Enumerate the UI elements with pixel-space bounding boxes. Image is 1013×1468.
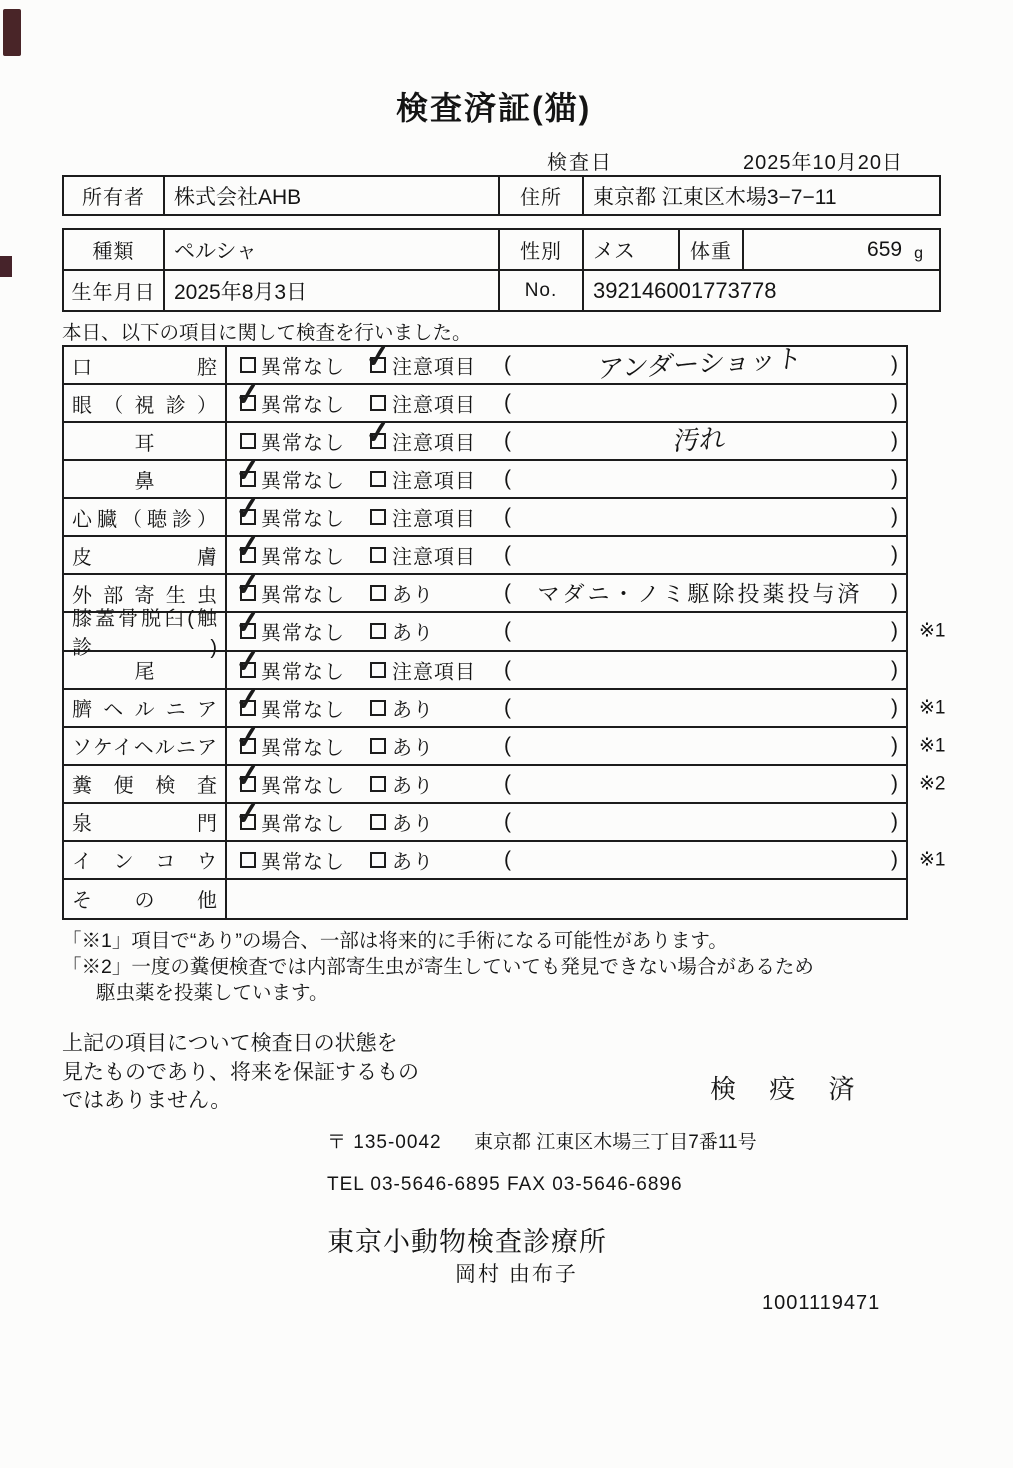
checkbox-unchecked <box>240 852 256 868</box>
checkmark: ✓ <box>233 566 263 604</box>
checkbox-option1-label: 異常なし <box>261 394 345 417</box>
weight-value: 659 <box>867 237 903 261</box>
owner-value: 株式会社AHB <box>165 177 500 214</box>
weight-label: 体重 <box>680 230 744 269</box>
exam-table <box>62 337 946 920</box>
footnote-3: 駆虫薬を投薬しています。 <box>96 982 329 1004</box>
no-value: 392146001773778 <box>593 277 777 303</box>
quarantine-stamp: 検 疫 済 <box>710 1074 868 1104</box>
disclaimer-line-3: ではありません。 <box>62 1089 232 1112</box>
exam-item-label: インコウ <box>64 842 227 878</box>
checkmark: ✓ <box>233 451 263 490</box>
exam-row-6 <box>64 528 906 575</box>
exam-item-label: 尾 <box>64 652 227 688</box>
checkbox-unchecked <box>370 662 386 678</box>
checkbox-option2-label: あり <box>392 851 434 874</box>
note-paren-open: ( <box>504 657 511 681</box>
disclaimer-line-1: 上記の項目について検査日の状態を <box>62 1032 398 1055</box>
weight-value-cell <box>744 230 939 269</box>
exam-item-label: 眼（視診） <box>64 385 227 421</box>
exam-item-label: 耳 <box>64 423 227 459</box>
checkbox-option1-label: 異常なし <box>261 622 345 645</box>
exam-row-9 <box>64 642 906 690</box>
checkmark: ✓ <box>233 680 263 718</box>
note-paren-open: ( <box>504 467 511 491</box>
note-paren-close: ) <box>891 429 898 453</box>
reference-mark: ※1 <box>919 697 946 719</box>
disclaimer-text <box>62 1030 419 1116</box>
checkbox-option1-label: 異常なし <box>261 661 345 684</box>
reference-mark: ※1 <box>919 735 946 757</box>
checkbox-unchecked <box>370 738 386 754</box>
note-paren-open: ( <box>504 695 511 719</box>
checkmark: ✓ <box>233 642 263 680</box>
exam-row-3 <box>64 413 906 461</box>
checkbox-option2-label: 注意項目 <box>392 394 476 417</box>
note-paren-open: ( <box>504 771 511 795</box>
exam-row-11 <box>64 718 946 766</box>
checkbox-unchecked <box>370 814 386 830</box>
document-number: 1001119471 <box>762 1292 881 1314</box>
note-paren-close: ) <box>891 353 898 377</box>
note-paren-open: ( <box>504 733 511 757</box>
checkbox-unchecked <box>370 776 386 792</box>
handwritten-note: アンダーショット <box>595 344 804 386</box>
owner-label: 所有者 <box>64 177 165 214</box>
exam-row-4 <box>64 451 906 499</box>
exam-item-label: 外部寄生虫 <box>64 575 227 611</box>
note-paren-close: ) <box>891 467 898 491</box>
exam-item-label: 心臓（聴診） <box>64 499 227 535</box>
note-paren-close: ) <box>891 619 898 643</box>
footer-postal-code: 〒 135-0042 <box>327 1132 442 1153</box>
reference-mark: ※1 <box>919 620 946 642</box>
checkbox-option1-label: 異常なし <box>261 508 345 531</box>
clinic-name: 東京小動物検査診療所 <box>327 1227 607 1257</box>
note-paren-open: ( <box>504 353 511 377</box>
checkbox-option2-label: あり <box>392 813 434 836</box>
note-paren-close: ) <box>891 847 898 871</box>
veterinarian-name: 岡村 由布子 <box>455 1263 578 1286</box>
note-paren-open: ( <box>504 505 511 529</box>
intro-text: 本日、以下の項目に関して検査を行いました。 <box>62 322 472 344</box>
checkbox-unchecked <box>370 700 386 716</box>
checkbox-option1-label: 異常なし <box>261 356 345 379</box>
checkbox-option1-label: 異常なし <box>261 813 345 836</box>
exam-row-10 <box>64 680 946 728</box>
note-paren-close: ) <box>891 505 898 529</box>
checkbox-unchecked <box>370 547 386 563</box>
pet-info-table <box>62 228 941 312</box>
inspection-date-label: 検査日 <box>547 152 613 174</box>
checkbox-option1-label: 異常なし <box>261 546 345 569</box>
checkbox-option1-label: 異常なし <box>261 699 345 722</box>
footnote-2: 「※2」一度の糞便検査では内部寄生虫が寄生していても発見できない場合があるため <box>62 956 814 978</box>
exam-item-label: 膝蓋骨脱臼(触診) <box>64 613 227 649</box>
footer-tel-fax: TEL 03-5646-6895 FAX 03-5646-6896 <box>327 1174 683 1195</box>
reference-mark: ※2 <box>919 773 946 795</box>
checkbox-option2-label: 注意項目 <box>392 508 476 531</box>
checkbox-option2-label: あり <box>392 737 434 760</box>
note-paren-open: ( <box>504 809 511 833</box>
exam-item-label: 皮膚 <box>64 537 227 573</box>
reference-mark: ※1 <box>919 849 946 871</box>
exam-item-label: ソケイヘルニア <box>64 728 227 764</box>
checkbox-unchecked <box>370 509 386 525</box>
footnote-1: 「※1」項目で“あり”の場合、一部は将来的に手術になる可能性があります。 <box>62 930 728 952</box>
checkmark: ✓ <box>233 756 263 794</box>
note-paren-close: ) <box>891 733 898 757</box>
scan-artifact-top <box>3 9 21 56</box>
exam-row-5 <box>64 489 906 537</box>
checkmark: ✓ <box>363 413 393 452</box>
note-paren-close: ) <box>891 771 898 795</box>
note-paren-open: ( <box>504 847 511 871</box>
exam-item-label: 臍ヘルニア <box>64 690 227 726</box>
checkbox-option1-label: 異常なし <box>261 584 345 607</box>
checkbox-option2-label: 注意項目 <box>392 470 476 493</box>
printed-note: マダニ・ノミ駆除投薬投与済 <box>537 581 863 607</box>
address-label: 住所 <box>500 177 584 214</box>
note-paren-close: ) <box>891 543 898 567</box>
checkbox-option2-label: 注意項目 <box>392 432 476 455</box>
exam-item-label: 鼻 <box>64 461 227 497</box>
inspection-date-value: 2025年10月20日 <box>743 152 903 174</box>
checkbox-option1-label: 異常なし <box>261 737 345 760</box>
checkbox-option1-label: 異常なし <box>261 775 345 798</box>
birthdate-value: 2025年8月3日 <box>165 271 500 310</box>
note-paren-open: ( <box>504 619 511 643</box>
checkmark: ✓ <box>233 489 263 528</box>
checkbox-option2-label: あり <box>392 699 434 722</box>
checkmark: ✓ <box>233 528 263 566</box>
checkbox-option2-label: あり <box>392 584 434 607</box>
checkbox-option1-label: 異常なし <box>261 432 345 455</box>
note-paren-open: ( <box>504 543 511 567</box>
checkbox-option1-label: 異常なし <box>261 470 345 493</box>
breed-value: ペルシャ <box>165 230 500 269</box>
note-paren-close: ) <box>891 809 898 833</box>
page-title: 検査済証(猫) <box>396 90 592 126</box>
note-paren-open: ( <box>504 429 511 453</box>
checkbox-option2-label: あり <box>392 622 434 645</box>
note-paren-open: ( <box>504 581 511 605</box>
checkbox-option2-label: 注意項目 <box>392 356 476 379</box>
checkbox-unchecked <box>370 471 386 487</box>
scan-artifact-left <box>0 256 12 277</box>
footer-address: 東京都 江東区木場三丁目7番11号 <box>474 1132 757 1153</box>
checkbox-option2-label: 注意項目 <box>392 661 476 684</box>
pet-row-birth <box>64 271 939 310</box>
exam-row-15 <box>64 880 906 918</box>
address-value: 東京都 江東区木場3−7−11 <box>593 185 837 209</box>
exam-row-13 <box>64 794 906 842</box>
checkbox-unchecked <box>370 395 386 411</box>
no-label: No. <box>500 271 584 310</box>
exam-item-label: 泉門 <box>64 804 227 840</box>
note-paren-close: ) <box>891 657 898 681</box>
checkmark: ✓ <box>233 794 263 833</box>
note-paren-open: ( <box>504 391 511 415</box>
pet-row-breed <box>64 230 939 271</box>
exam-item-label: 口腔 <box>64 347 227 383</box>
handwritten-note: 汚れ <box>671 424 728 458</box>
note-paren-close: ) <box>891 581 898 605</box>
note-paren-close: ) <box>891 695 898 719</box>
birthdate-label: 生年月日 <box>64 271 165 310</box>
note-paren-close: ) <box>891 391 898 415</box>
checkbox-unchecked <box>240 433 256 449</box>
checkmark: ✓ <box>363 337 393 376</box>
breed-label: 種類 <box>64 230 165 269</box>
checkbox-unchecked <box>370 623 386 639</box>
exam-row-12 <box>64 756 946 804</box>
checkmark: ✓ <box>233 375 263 414</box>
disclaimer-line-2: 見たものであり、将来を保証するもの <box>62 1060 419 1084</box>
checkbox-option2-label: あり <box>392 775 434 798</box>
checkbox-option2-label: 注意項目 <box>392 546 476 569</box>
checkbox-option1-label: 異常なし <box>261 851 345 874</box>
exam-row-8 <box>64 604 946 660</box>
checkbox-unchecked <box>370 852 386 868</box>
checkbox-unchecked <box>240 357 256 373</box>
sex-value: メス <box>584 230 680 269</box>
weight-unit: g <box>914 244 923 262</box>
exam-row-1 <box>64 337 906 386</box>
owner-table <box>62 175 941 216</box>
exam-item-label: その他 <box>64 880 227 918</box>
exam-row-14 <box>64 842 946 880</box>
sex-label: 性別 <box>500 230 584 269</box>
checkbox-unchecked <box>370 585 386 601</box>
checkmark: ✓ <box>233 718 263 756</box>
checkmark: ✓ <box>233 604 263 642</box>
exam-item-label: 糞便検査 <box>64 766 227 802</box>
